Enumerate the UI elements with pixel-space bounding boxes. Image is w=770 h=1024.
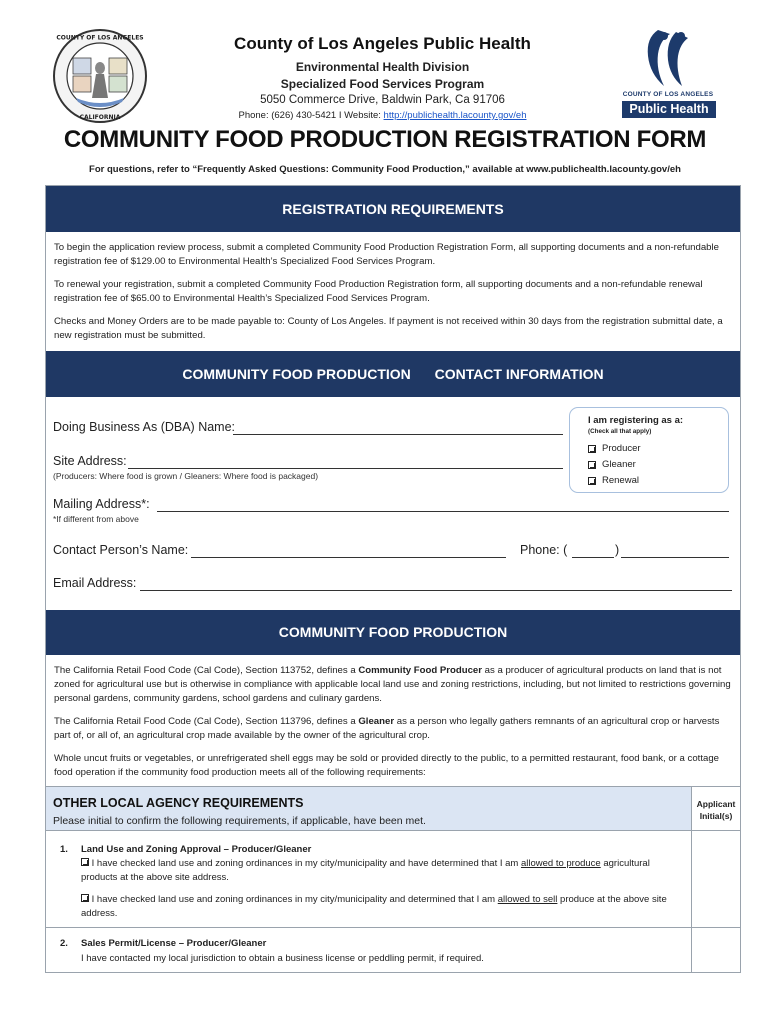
registration-heading: REGISTRATION REQUIREMENTS xyxy=(282,201,504,217)
production-paragraph-3: Whole uncut fruits or vegetables, or unrefrigerated shell eggs may be sold or provided directly to the public, to a permitted restaurant, food bank, or a cottage food operation if the community food production meets all of the following requirements: xyxy=(54,753,719,778)
seal-text-bottom: CALIFORNIA xyxy=(79,114,121,121)
option-producer-label: Producer xyxy=(602,443,641,454)
item-1-statement-a xyxy=(81,857,686,885)
site-address-input-line[interactable] xyxy=(128,468,563,469)
production-p1-text: The California Retail Food Code (Cal Code), Section 113752, defines a xyxy=(54,665,359,676)
checkbox-icon[interactable] xyxy=(81,894,89,902)
production-p2-text: The California Retail Food Code (Cal Code), Section 113796, defines a xyxy=(54,716,359,727)
website-link[interactable]: http://publichealth.lacounty.gov/eh xyxy=(383,110,527,121)
site-address-note: (Producers: Where food is grown / Gleaners: Where food is packaged) xyxy=(53,471,319,481)
option-producer[interactable] xyxy=(588,443,641,454)
program-name: Specialized Food Services Program xyxy=(280,77,485,91)
mailing-address-label: Mailing Address*: xyxy=(53,497,150,511)
option-renewal[interactable] xyxy=(588,475,639,486)
contact-information-band xyxy=(46,351,740,397)
initials-column-divider xyxy=(691,831,692,973)
registration-type-title: I am registering as a: xyxy=(588,415,684,426)
production-p1-rest: as a producer of agricultural products on land that is not zoned for agricultural use but is otherwise in compliance with applicable local land use and zoning restrictions, including, but not limited to restrictions governing personal gardens, community gardens, school gardens and culinary gardens. xyxy=(54,665,731,704)
registration-paragraph-2: To renewal your registration, submit a completed Community Food Production Registration form, all supporting documents and a non-refundable renewal registration fee of $65.00 to Environmental Health’s Specialized Food Services Program. xyxy=(54,279,703,304)
item-1a-text: I have checked land use and zoning ordinances in my city/municipality and have determined that I am xyxy=(89,858,521,869)
form-frame xyxy=(45,185,741,973)
option-renewal-label: Renewal xyxy=(602,475,639,486)
item-1b-rest: produce at the above site address. xyxy=(81,894,667,919)
item-1-statement-b xyxy=(81,893,686,921)
requirements-subtitle: Please initial to confirm the following requirements, if applicable, have been met. xyxy=(53,815,426,827)
mailing-address-input-line[interactable] xyxy=(157,511,729,512)
phone-area-code-line[interactable] xyxy=(572,557,614,558)
site-address-label: Site Address: xyxy=(53,454,127,468)
contact-heading-right: CONTACT INFORMATION xyxy=(434,366,604,382)
production-paragraph-1 xyxy=(54,664,734,706)
registration-type-box xyxy=(569,407,729,493)
form-subtitle: For questions, refer to “Frequently Asked Questions: Community Food Production,” available at www.publichealth.lacounty.gov/eh xyxy=(89,164,681,175)
checkbox-icon[interactable] xyxy=(588,445,596,453)
item-2-title: Sales Permit/License – Producer/Gleaner xyxy=(81,938,267,949)
logo-county-text: COUNTY OF LOS ANGELES xyxy=(622,91,714,98)
item-1a-rest: agricultural products at the above site address. xyxy=(81,858,650,883)
seal-text-top: COUNTY OF LOS ANGELES xyxy=(56,34,144,42)
contact-person-input-line[interactable] xyxy=(191,557,506,558)
agency-address: 5050 Commerce Drive, Baldwin Park, Ca 91706 xyxy=(260,94,505,106)
phone-label: Phone: ( xyxy=(520,543,568,557)
registration-paragraph-3: Checks and Money Orders are to be made payable to: County of Los Angeles. If payment is not received within 30 days from the registration submittal date, a new registration must be submitted. xyxy=(54,316,723,341)
mailing-address-note: *If different from above xyxy=(53,514,139,524)
agency-contact xyxy=(150,110,615,121)
initials-header-line-1: Applicant xyxy=(696,799,736,809)
item-1-number: 1. xyxy=(60,844,68,855)
initials-header-line-2: Initial(s) xyxy=(699,811,733,821)
email-label: Email Address: xyxy=(53,576,137,590)
checkbox-icon[interactable] xyxy=(588,461,596,469)
item-divider xyxy=(46,927,740,928)
other-local-agency-header xyxy=(46,786,691,831)
contact-heading-left: COMMUNITY FOOD PRODUCTION xyxy=(182,366,411,382)
option-gleaner-label: Gleaner xyxy=(602,459,636,470)
item-2-statement: I have contacted my local jurisdiction to obtain a business license or peddling permit, if required. xyxy=(81,953,484,964)
item-1b-text: I have checked land use and zoning ordinances in my city/municipality and determined that I am xyxy=(89,894,498,905)
production-p1-term: Community Food Producer xyxy=(358,665,482,676)
logo-public-health-text: Public Health xyxy=(622,101,716,118)
registration-paragraph-1: To begin the application review process, submit a completed Community Food Production Registration Form, all supporting documents and a non-refundable registration fee of $129.00 to Environmental Health’s Specialized Food Services Program. xyxy=(54,242,719,267)
production-paragraph-2 xyxy=(54,715,734,743)
community-food-production-band xyxy=(46,610,740,655)
production-heading: COMMUNITY FOOD PRODUCTION xyxy=(278,624,508,640)
registration-type-subtitle: (Check all that apply) xyxy=(588,428,652,435)
item-1-title: Land Use and Zoning Approval – Producer/Gleaner xyxy=(81,844,312,855)
checkbox-icon[interactable] xyxy=(81,858,89,866)
contact-person-label: Contact Person’s Name: xyxy=(53,543,189,557)
county-seal xyxy=(52,28,148,124)
phone-text: Phone: (626) 430-5421 I Website: xyxy=(238,110,384,121)
production-p2-term: Gleaner xyxy=(358,716,395,727)
option-gleaner[interactable] xyxy=(588,459,636,470)
email-input-line[interactable] xyxy=(140,590,732,591)
phone-number-line[interactable] xyxy=(621,557,729,558)
item-1a-underlined: allowed to produce xyxy=(520,858,601,869)
item-2-number: 2. xyxy=(60,938,68,949)
applicant-initials-header xyxy=(691,786,740,831)
requirements-title: OTHER LOCAL AGENCY REQUIREMENTS xyxy=(53,796,304,810)
item-1b-underlined: allowed to sell xyxy=(497,894,558,905)
division-name: Environmental Health Division xyxy=(295,60,470,74)
production-p2-rest: as a person who legally gathers remnants of an agricultural crop or harvests part of, or all of, an agricultural crop made available by the owner of the agricultural crop. xyxy=(54,716,720,741)
agency-name: County of Los Angeles Public Health xyxy=(234,34,531,53)
registration-requirements-band xyxy=(46,186,740,232)
form-title: COMMUNITY FOOD PRODUCTION REGISTRATION FORM xyxy=(63,126,707,153)
dba-label: Doing Business As (DBA) Name: xyxy=(53,420,236,434)
checkbox-icon[interactable] xyxy=(588,477,596,485)
phone-paren: ) xyxy=(615,543,620,557)
dba-input-line[interactable] xyxy=(233,434,563,435)
